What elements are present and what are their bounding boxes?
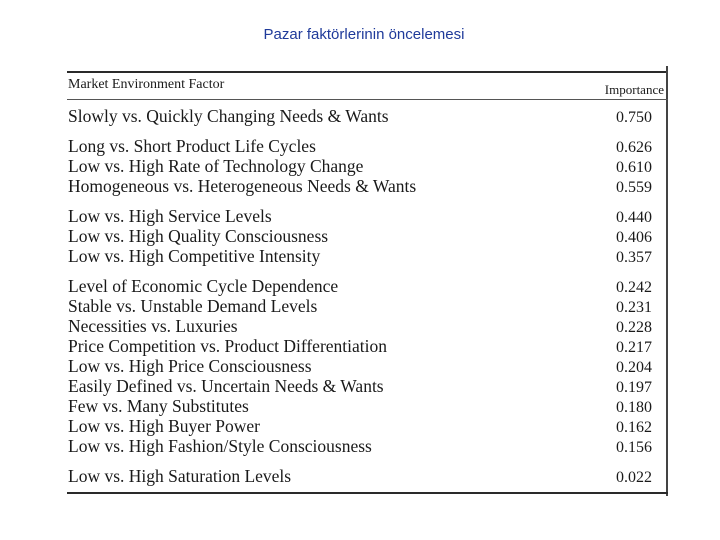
table-row (64, 276, 668, 296)
factor-cell: Low vs. High Service Levels (68, 206, 272, 226)
factor-cell: Few vs. Many Substitutes (68, 396, 249, 416)
importance-cell: 0.180 (616, 399, 652, 416)
importance-cell: 0.440 (616, 209, 652, 226)
factor-cell: Level of Economic Cycle Dependence (68, 276, 339, 296)
table-top-rule (67, 71, 668, 73)
importance-cell: 0.156 (616, 439, 652, 456)
factor-cell: Low vs. High Fashion/Style Consciousness (68, 436, 372, 456)
table-row (64, 106, 668, 126)
factor-cell: Long vs. Short Product Life Cycles (68, 136, 316, 156)
importance-cell: 0.231 (616, 299, 652, 316)
importance-cell: 0.750 (616, 109, 652, 126)
importance-cell: 0.357 (616, 249, 652, 266)
table-row (64, 336, 668, 356)
importance-cell: 0.204 (616, 359, 652, 376)
importance-cell: 0.217 (616, 339, 652, 356)
table-row (64, 156, 668, 176)
factor-cell: Stable vs. Unstable Demand Levels (68, 296, 318, 316)
header-factor: Market Environment Factor (68, 77, 225, 92)
factor-cell: Necessities vs. Luxuries (68, 316, 238, 336)
table-row (64, 176, 668, 196)
table-row (64, 376, 668, 396)
factor-cell: Homogeneous vs. Heterogeneous Needs & Wants (68, 176, 417, 196)
table-row (64, 396, 668, 416)
importance-cell: 0.610 (616, 159, 652, 176)
factor-cell: Low vs. High Competitive Intensity (68, 246, 321, 266)
slide-title: Pazar faktörlerinin öncelemesi (263, 26, 465, 43)
importance-cell: 0.162 (616, 419, 652, 436)
importance-cell: 0.242 (616, 279, 652, 296)
table-row (64, 296, 668, 316)
table-row (64, 356, 668, 376)
header-importance: Importance (604, 82, 664, 97)
table-header-rule (67, 99, 668, 100)
table-row (64, 466, 668, 486)
table-bottom-rule (67, 492, 668, 494)
factor-cell: Low vs. High Buyer Power (68, 416, 260, 436)
factor-cell: Low vs. High Price Consciousness (68, 356, 312, 376)
table-row (64, 206, 668, 226)
table-row (64, 436, 668, 456)
factor-cell: Easily Defined vs. Uncertain Needs & Wants (68, 376, 384, 396)
factor-cell: Low vs. High Rate of Technology Change (68, 156, 364, 176)
table-row (64, 416, 668, 436)
importance-cell: 0.197 (616, 379, 652, 396)
importance-cell: 0.626 (616, 139, 652, 156)
factor-cell: Low vs. High Saturation Levels (68, 466, 292, 486)
importance-cell: 0.559 (616, 179, 652, 196)
table-row (64, 226, 668, 246)
importance-cell: 0.406 (616, 229, 652, 246)
importance-cell: 0.228 (616, 319, 652, 336)
market-factors-table (64, 66, 668, 496)
table-row (64, 316, 668, 336)
table-row (64, 246, 668, 266)
table-row (64, 136, 668, 156)
importance-cell: 0.022 (616, 469, 652, 486)
factor-cell: Slowly vs. Quickly Changing Needs & Wants (68, 106, 389, 126)
factor-cell: Price Competition vs. Product Differentiation (68, 336, 387, 356)
factor-cell: Low vs. High Quality Consciousness (68, 226, 329, 246)
